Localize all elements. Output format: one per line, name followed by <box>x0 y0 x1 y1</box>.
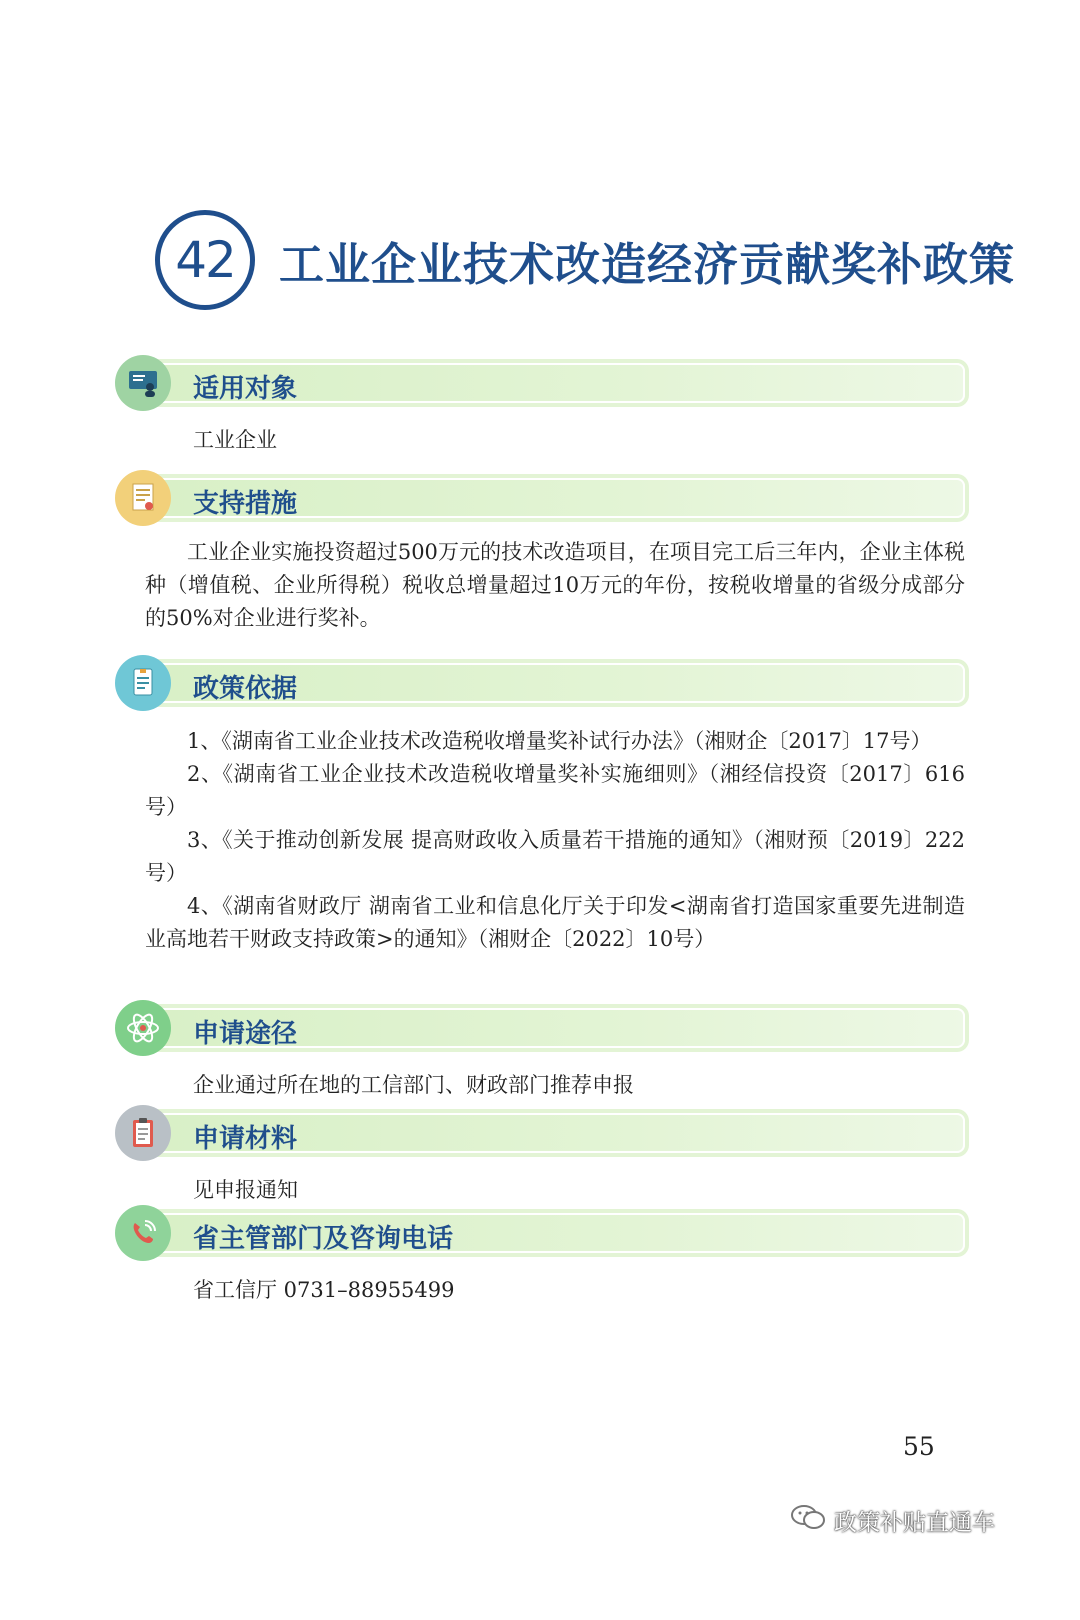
reference-item: 3、《关于推动创新发展 提高财政收入质量若干措施的通知》（湘财预〔2019〕222号） <box>145 828 965 885</box>
document-icon <box>115 655 171 711</box>
wechat-icon <box>790 1503 826 1537</box>
section-text: 见申报通知 <box>193 1178 298 1202</box>
section-title: 支持措施 <box>193 489 298 519</box>
section-text: 企业通过所在地的工信部门、财政部门推荐申报 <box>193 1073 634 1097</box>
section-title: 政策依据 <box>193 674 298 704</box>
section-text: 工业企业 <box>193 428 277 452</box>
presentation-icon <box>115 355 171 411</box>
section-paragraph: 工业企业实施投资超过500万元的技术改造项目，在项目完工后三年内，企业主体税种（增值税、企业所得税）税收总增量超过10万元的年份，按税收增量的省级分成部分的50%对企业进行奖补。 <box>145 540 965 630</box>
reference-list <box>115 725 965 956</box>
clipboard-icon <box>115 1105 171 1161</box>
policy-number-badge: 42 <box>155 210 255 310</box>
page-title: 工业企业技术改造经济贡献奖补政策 <box>279 237 1016 291</box>
section-applicable-objects <box>115 355 965 455</box>
reference-item: 4、《湖南省财政厅 湖南省工业和信息化厅关于印发<湖南省打造国家重要先进制造业高地若干财政支持政策>的通知》（湘财企〔2022〕10号） <box>145 894 965 951</box>
section-application-materials <box>115 1105 965 1205</box>
atom-icon <box>115 1000 171 1056</box>
section-policy-basis <box>115 655 965 956</box>
section-application-channel <box>115 1000 965 1100</box>
section-contact <box>115 1205 965 1305</box>
section-title: 适用对象 <box>193 374 298 404</box>
reference-item: 1、《湖南省工业企业技术改造税收增量奖补试行办法》（湘财企〔2017〕17号） <box>187 729 932 753</box>
section-title: 申请材料 <box>193 1124 298 1154</box>
phone-icon <box>115 1205 171 1261</box>
section-text: 省工信厅 0731–88955499 <box>193 1278 455 1302</box>
watermark-text: 政策补贴直通车 <box>834 1509 995 1536</box>
section-title: 省主管部门及咨询电话 <box>193 1224 454 1254</box>
certificate-icon <box>115 470 171 526</box>
section-title: 申请途径 <box>193 1019 298 1049</box>
page-number: 55 <box>903 1432 935 1461</box>
watermark <box>790 1503 995 1537</box>
page-heading <box>155 210 1015 310</box>
section-support-measures <box>115 470 965 635</box>
reference-item: 2、《湖南省工业企业技术改造税收增量奖补实施细则》（湘经信投资〔2017〕616号） <box>145 762 965 819</box>
